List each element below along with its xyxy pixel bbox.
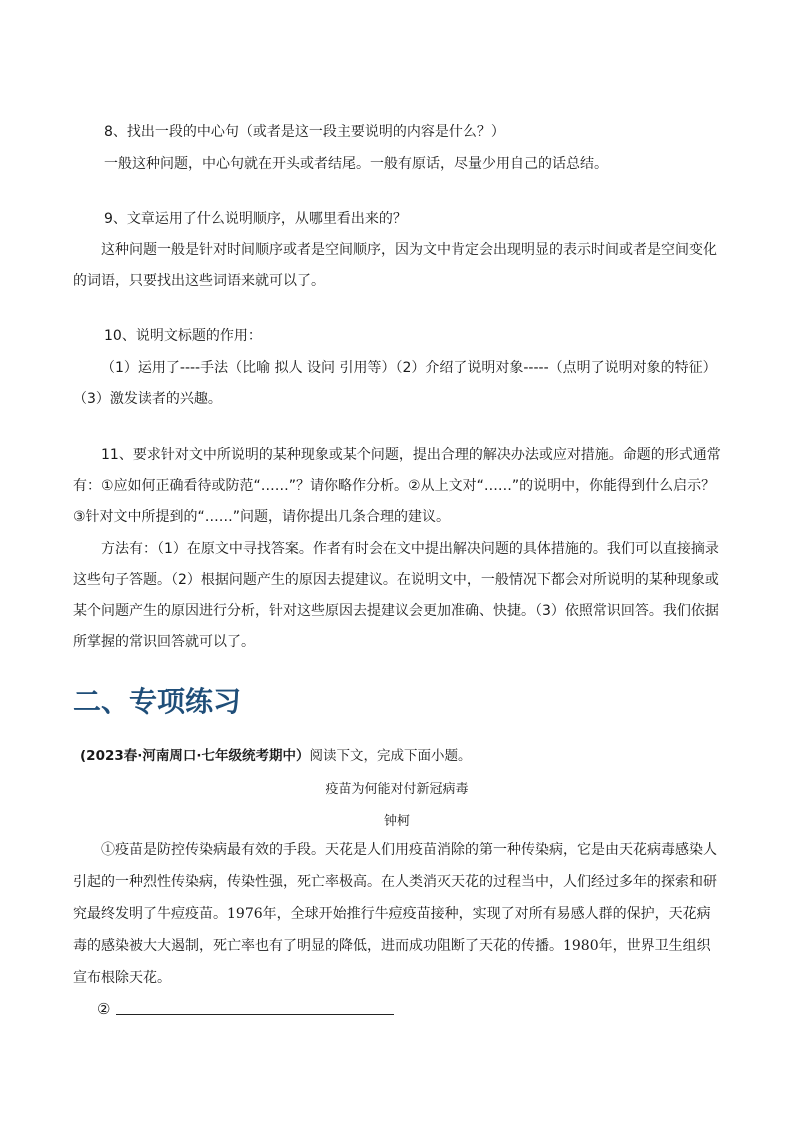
q9-question: 9、文章运用了什么说明顺序，从哪里看出来的？ (104, 211, 407, 227)
answer-blank-line[interactable] (116, 1014, 394, 1015)
article-paragraph-1: ①疫苗是防控传染病最有效的手段。天花是人们用疫苗消除的第一种传染病，它是由天花病毒感染人引起的一种烈性传染病，传染性强，死亡率极高。在人类消灭天花的过程当中，人们经过多年的探索和研究最终发明了牛痘疫苗。1976年，全球开始推行牛痘疫苗接种，实现了对所有易感人群的保护，天花病毒的感染被大大遏制，死亡率也有了明显的降低，进而成功阻断了天花的传播。1980年，世界卫生组织宣布根除天花。 (73, 842, 717, 986)
article-paragraph-2-marker: ② (97, 1000, 111, 1018)
q10-question: 10、说明文标题的作用： (104, 328, 262, 344)
article-author: 钟柯 (383, 814, 410, 829)
source-instruction: 阅读下文，完成下面小题。 (309, 748, 472, 764)
q8-question: 8、找出一段的中心句（或者是这一段主要说明的内容是什么？） (104, 124, 505, 140)
q9-answer: 这种问题一般是针对时间顺序或者是空间顺序，因为文中肯定会出现明显的表示时间或者是空间变化的词语，只要找出这些词语来就可以了。 (73, 242, 717, 289)
q10-answer: （1）运用了----手法（比喻 拟人 设问 引用等）（2）介绍了说明对象-----（点明了说明对象的特征）（3）激发读者的兴趣。 (73, 360, 717, 407)
q11-answer: 方法有：（1）在原文中寻找答案。作者有时会在文中提出解决问题的具体措施的。我们可以直接摘录这些句子答题。（2）根据问题产生的原因去提建议。在说明文中，一般情况下都会对所说明的某种现象或某个问题产生的原因进行分析，针对这些原因去提建议会更加准确、快捷。（3）依照常识回答。我们依据所掌握的常识回答就可以了。 (73, 541, 719, 650)
question-source (80, 744, 472, 764)
article-title: 疫苗为何能对付新冠病毒 (325, 782, 469, 797)
q11-question: 11、要求针对文中所说明的某种现象或某个问题，提出合理的解决办法或应对措施。命题的形式通常有：①应如何正确看待或防范“……”？请你略作分析。②从上文对“……”的说明中，你能得到什么启示？③针对文中所提到的“……”问题，请你提出几条合理的建议。 (73, 447, 721, 525)
section-heading: 二、专项练习 (73, 685, 242, 718)
source-label: (2023春·河南周口·七年级统考期中） (80, 748, 310, 764)
q8-answer: 一般这种问题，中心句就在开头或者结尾。一般有原话，尽量少用自己的话总结。 (104, 156, 608, 172)
